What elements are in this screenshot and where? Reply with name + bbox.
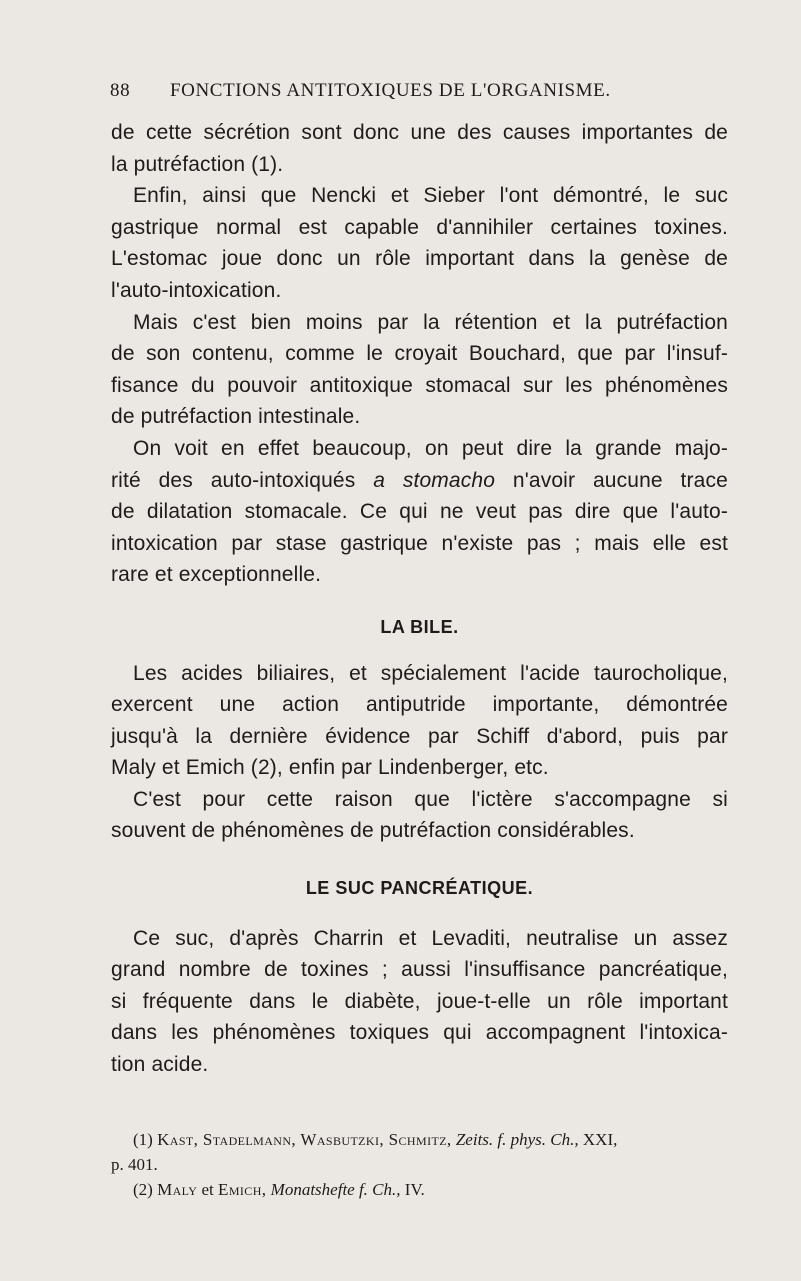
footnote-1-continued: p. 401.: [111, 1155, 158, 1174]
running-title: FONCTIONS ANTITOXIQUES DE L'ORGANISME.: [170, 80, 611, 101]
text-line: de cette sécrétion sont donc une des causes importantes de: [111, 121, 728, 144]
text-line: C'est pour cette raison que l'ictère s'accompagne si: [133, 787, 728, 811]
text-line: rare et exceptionnelle.: [111, 563, 322, 587]
text-line: tion acide.: [111, 1053, 209, 1077]
text-line: de putréfaction intestinale.: [111, 405, 361, 429]
page-number: 88: [110, 80, 131, 101]
text-line: Maly et Emich (2), enfin par Lindenberger, etc.: [111, 756, 549, 780]
italic-phrase: a stomacho: [373, 468, 496, 492]
text-line: exercent une action antiputride importante, démontrée: [111, 693, 728, 717]
footnote-marker: (1): [133, 1130, 158, 1149]
text-line: intoxication par stase gastrique n'existe pas ; mais elle est: [111, 531, 728, 555]
running-header: [110, 80, 630, 102]
footnote-journal: Monatshefte f. Ch.,: [266, 1180, 401, 1199]
text-line: de son contenu, comme le croyait Bouchard, que par l'insuf-: [111, 342, 728, 366]
text-line: de dilatation stomacale. Ce qui ne veut pas dire que l'auto-: [111, 500, 728, 524]
text-line: [111, 465, 728, 497]
text-fragment: n'avoir aucune trace: [495, 468, 728, 492]
text-line: si fréquente dans le diabète, joue-t-elle un rôle important: [111, 989, 728, 1013]
text-fragment: rité des auto-intoxiqués: [111, 468, 374, 492]
text-line: Ce suc, d'après Charrin et Levaditi, neutralise un assez: [133, 926, 728, 950]
footnote-1: [111, 1127, 728, 1152]
text-line: dans les phénomènes toxiques qui accompagnent l'intoxica-: [111, 1021, 728, 1045]
footnote-author: Maly: [157, 1180, 198, 1199]
text-line: la putréfaction (1).: [111, 152, 284, 176]
text-line: jusqu'à la dernière évidence par Schiff d'abord, puis par: [111, 724, 728, 748]
footnote-marker: (2): [133, 1180, 158, 1199]
text-line: L'estomac joue donc un rôle important dans la genèse de: [111, 247, 728, 271]
text-line: Enfin, ainsi que Nencki et Sieber l'ont démontré, le suc: [133, 184, 728, 208]
footnote-journal: Zeits. f. phys. Ch.,: [451, 1130, 579, 1149]
text-line: grand nombre de toxines ; aussi l'insuffisance pancréatique,: [111, 958, 728, 982]
footnote-2: [111, 1177, 728, 1202]
footnote-volume: XXI,: [578, 1130, 618, 1149]
text-line: Les acides biliaires, et spécialement l'acide taurocholique,: [133, 661, 728, 685]
text-line: Mais c'est bien moins par la rétention et la putréfaction: [133, 310, 728, 334]
text-line: On voit en effet beaucoup, on peut dire la grande majo-: [133, 436, 728, 460]
main-text: [111, 117, 728, 1081]
text-line: gastrique normal est capable d'annihiler certaines toxines.: [111, 215, 728, 239]
footnote-volume: IV.: [400, 1180, 425, 1199]
footnote-authors: Kast, Stadelmann, Wasbutzki, Schmitz,: [157, 1130, 452, 1149]
text-line: fisance du pouvoir antitoxique stomacal sur les phénomènes: [111, 373, 728, 397]
footnote-conjunction: et: [197, 1180, 219, 1199]
footnote-author: Emich,: [218, 1180, 267, 1199]
text-line: l'auto-intoxication.: [111, 278, 282, 302]
text-line: souvent de phénomènes de putréfaction considérables.: [111, 819, 635, 843]
section-heading-pancreas: LE SUC PANCRÉATIQUE.: [305, 878, 534, 899]
footnotes: [111, 1127, 728, 1202]
section-heading-bile: LA BILE.: [380, 616, 459, 637]
